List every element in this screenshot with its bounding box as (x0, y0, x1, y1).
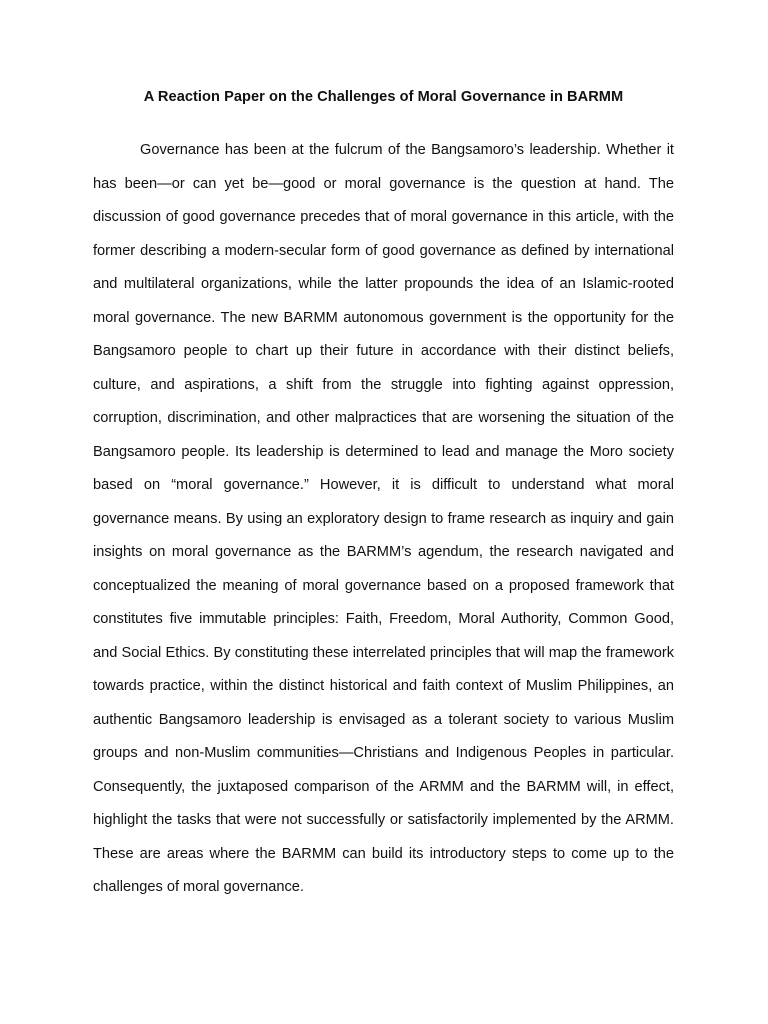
body-paragraph: Governance has been at the fulcrum of the Bangsamoro’s leadership. Whether it has been—or can yet be—good or moral governance is the question at hand. The discussion of good governance precedes that of moral governance in this article, with the former describing a modern-secular form of good governance as defined by international and multilateral organizations, while the latter propounds the idea of an Islamic-rooted moral governance. The new BARMM autonomous government is the opportunity for the Bangsamoro people to chart up their future in accordance with their distinct beliefs, culture, and aspirations, a shift from the struggle into fighting against oppression, corruption, discrimination, and other malpractices that are worsening the situation of the Bangsamoro people. Its leadership is determined to lead and manage the Moro society based on “moral governance.” However, it is difficult to understand what moral governance means. By using an exploratory design to frame research as inquiry and gain insights on moral governance as the BARMM’s agendum, the research navigated and conceptualized the meaning of moral governance based on a proposed framework that constitutes five immutable principles: Faith, Freedom, Moral Authority, Common Good, and Social Ethics. By constituting these interrelated principles that will map the framework towards practice, within the distinct historical and faith context of Muslim Philippines, an authentic Bangsamoro leadership is envisaged as a tolerant society to various Muslim groups and non-Muslim communities—Christians and Indigenous Peoples in particular. Consequently, the juxtaposed comparison of the ARMM and the BARMM will, in effect, highlight the tasks that were not successfully or satisfactorily implemented by the ARMM. These are areas where the BARMM can build its introductory steps to come up to the challenges of moral governance. (93, 142, 674, 895)
document-title: A Reaction Paper on the Challenges of Moral Governance in BARMM (143, 89, 624, 105)
